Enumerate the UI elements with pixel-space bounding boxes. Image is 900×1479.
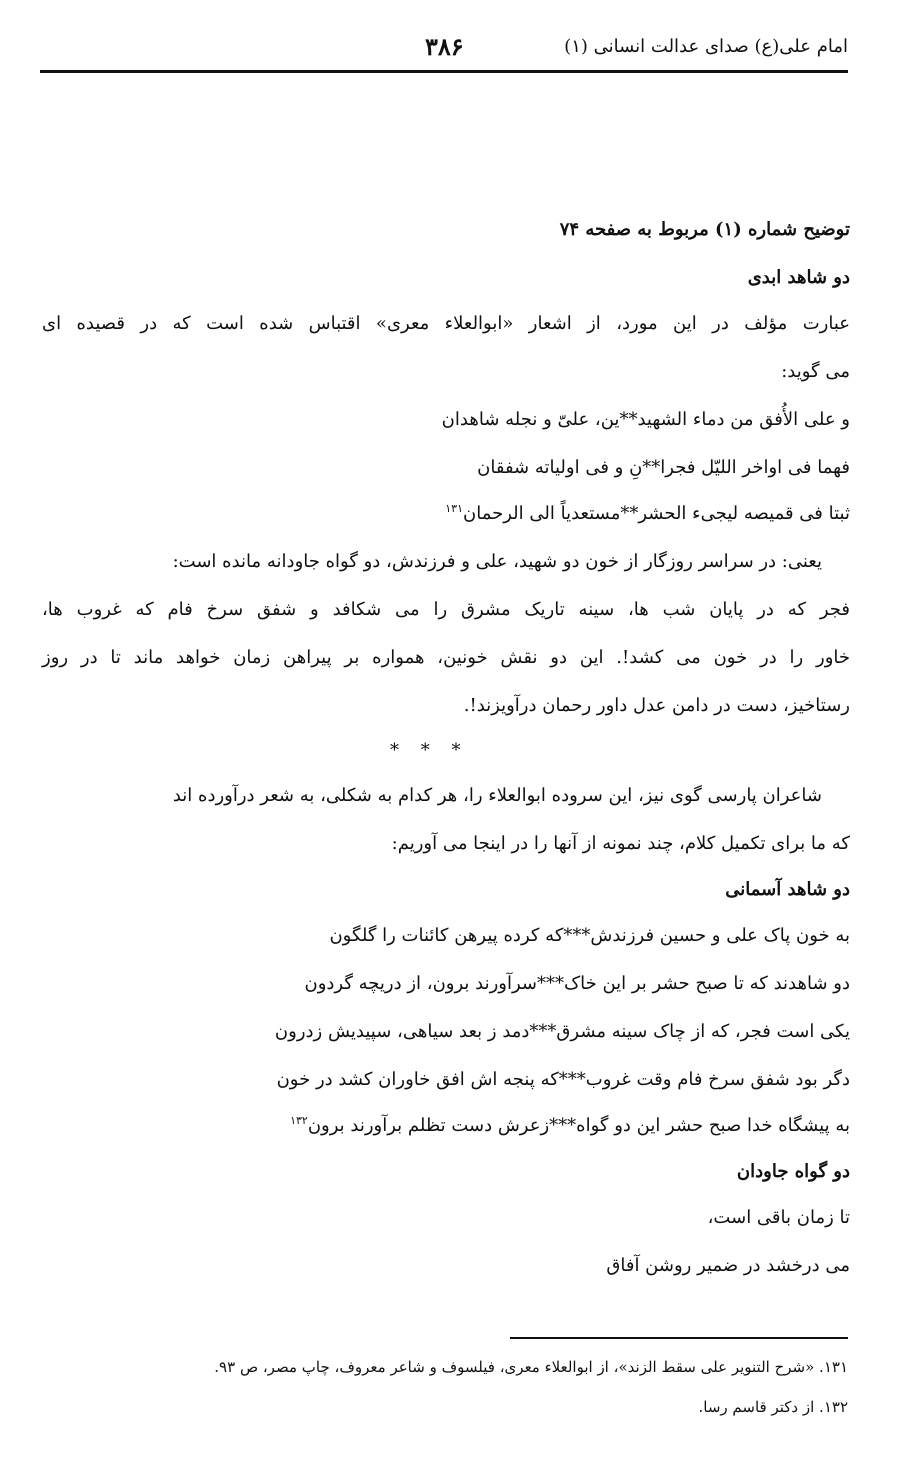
arabic-verse-2: فهما فی اواخر اللیّل فجرا**نِ و فی اولیاته شفقان	[477, 457, 850, 478]
paragraph-2-line-2: فجر که در پایان شب ها، سینه تاریک مشرق را می شکافد و شفق سرخ فام که غروب ها،	[42, 599, 850, 620]
paragraph-2-line-3: خاور را در خون می کشد!. این دو نقش خونین، همواره بر پیراهن زمان خواهد ماند تا در روز	[42, 647, 850, 668]
paragraph-2-line-1: یعنی: در سراسر روزگار از خون دو شهید، علی و فرزندش، دو گواه جاودانه مانده است:	[172, 551, 822, 572]
persian-verse-4: دگر بود شفق سرخ فام وقت غروب***که پنجه اش افق خاوران کشد در خون	[276, 1069, 850, 1090]
paragraph-1-line-2: می گوید:	[781, 361, 850, 382]
footnote-ref-132: ۱۳۲	[290, 1114, 308, 1127]
persian-verse-1: به خون پاک علی و حسین فرزندش***که کرده پیرهن کائنات را گلگون	[329, 925, 850, 946]
footnote-132: ۱۳۲. از دکتر قاسم رسا.	[698, 1398, 848, 1416]
persian-verse-3: یکی است فجر، که از چاک سینه مشرق***دمد ز بعد سیاهی، سپیدیش زدرون	[274, 1021, 850, 1042]
subheading-eternal-witnesses: دو شاهد ابدی	[747, 267, 850, 288]
footnote-131: ۱۳۱. «شرح التنویر علی سقط الزند»، از ابوالعلاء معری، فیلسوف و شاعر معروف، چاپ مصر، ص ۹۳.	[214, 1358, 848, 1376]
persian-verse-5-text: به پیشگاه خدا صبح حشر این دو گواه***زعرش دست تظلم برآورند برون	[307, 1115, 850, 1136]
footnote-divider	[510, 1337, 848, 1339]
subheading-heavenly-witnesses: دو شاهد آسمانی	[725, 879, 850, 900]
section-separator: * * *	[390, 740, 469, 761]
paragraph-2-line-4: رستاخیز، دست در دامن عدل داور رحمان درآویزند!.	[463, 695, 850, 716]
book-title: امام علی(ع) صدای عدالت انسانی (۱)	[564, 36, 848, 57]
arabic-verse-3	[445, 502, 850, 526]
section-heading: توضیح شماره (۱) مربوط به صفحه ۷۴	[559, 219, 850, 240]
arabic-verse-1: و علی الأُفق من دماء الشهید**ین، علیّ و نجله شاهدان	[441, 409, 850, 430]
paragraph-3-line-2: که ما برای تکمیل کلام، چند نمونه از آنها را در اینجا می آوریم:	[391, 833, 850, 854]
subheading-eternal-witness: دو گواه جاودان	[736, 1161, 850, 1182]
poem-line-1: تا زمان باقی است،	[707, 1207, 850, 1228]
poem-line-2: می درخشد در ضمیر روشن آفاق	[606, 1255, 850, 1276]
page-header	[40, 30, 848, 73]
page-number: ۳۸۶	[425, 32, 464, 61]
footnote-ref-131: ۱۳۱	[445, 502, 463, 515]
persian-verse-5	[290, 1114, 850, 1138]
paragraph-1-line-1: عبارت مؤلف در این مورد، از اشعار «ابوالعلاء معری» اقتباس شده است که در قصیده ای	[42, 313, 850, 334]
arabic-verse-3-text: ثبتا فی قمیصه لیجیء الحشر**مستعدیاً الی الرحمان	[463, 503, 850, 524]
persian-verse-2: دو شاهدند که تا صبح حشر بر این خاک***سرآورند برون، از دریچه گردون	[304, 973, 850, 994]
paragraph-3-line-1: شاعران پارسی گوی نیز، این سروده ابوالعلاء را، هر کدام به شکلی، به شعر درآورده اند	[172, 785, 822, 806]
